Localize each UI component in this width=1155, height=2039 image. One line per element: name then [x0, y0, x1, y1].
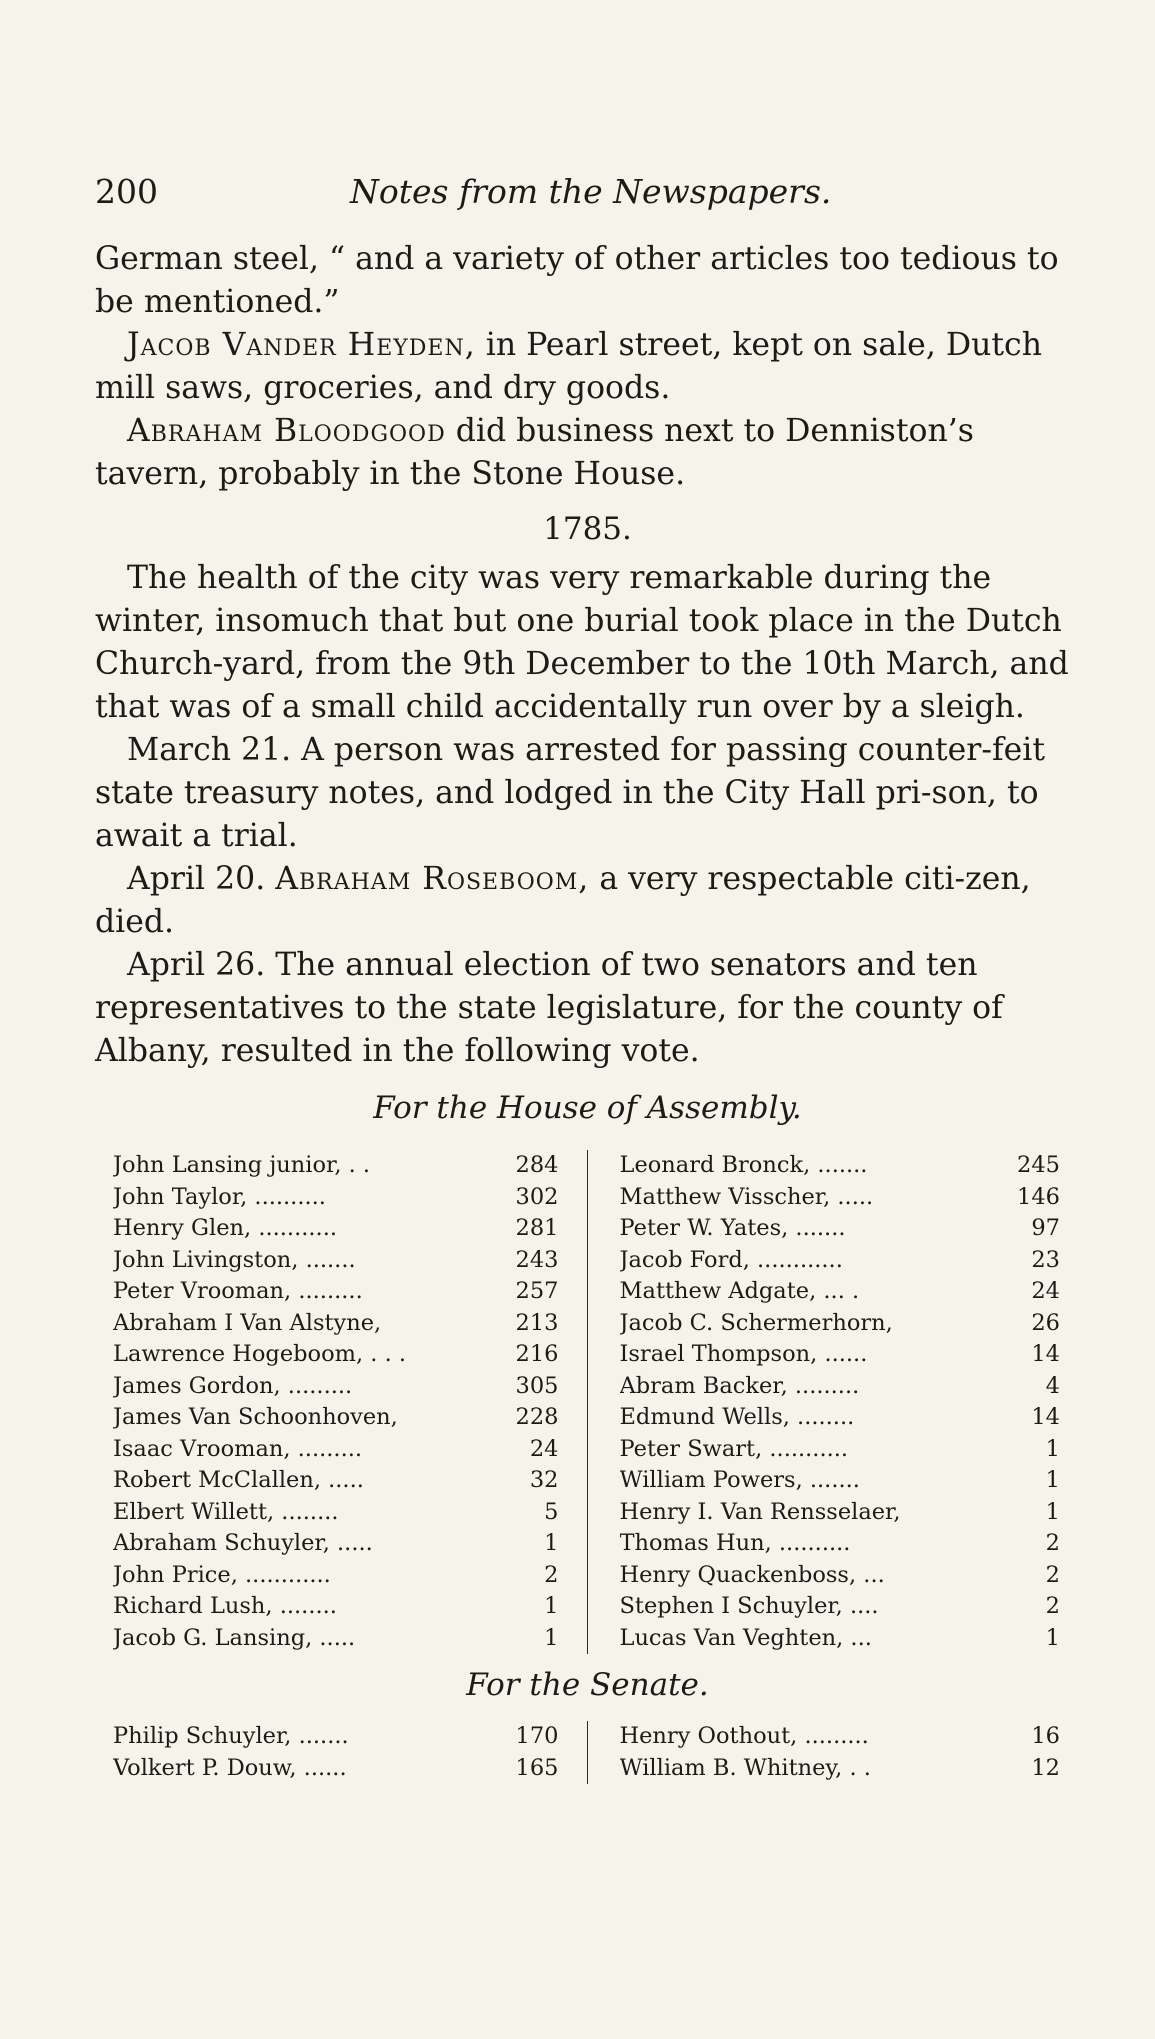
paragraph-text: in Pearl street, kept on sale, Dutch mill saws, groceries, and dry goods. — [95, 327, 1042, 406]
vote-count: 228 — [515, 1404, 559, 1430]
paragraph-text: did business next to Denniston’s tavern, probably in the Stone House. — [95, 413, 974, 492]
vote-count: 4 — [1045, 1372, 1060, 1399]
candidate-name: Isaac Vrooman, ......... — [113, 1435, 363, 1462]
vote-count: 1 — [1045, 1624, 1060, 1651]
paragraph-april-26: April 26. The annual election of two senators and ten representatives to the state legislature, for the county of Albany, resulted in the following vote. — [95, 947, 1003, 1069]
vote-count: 5 — [544, 1498, 559, 1525]
vote-count: 23 — [1031, 1246, 1060, 1273]
vote-count: 281 — [515, 1215, 559, 1241]
paragraph-march-21: March 21. A person was arrested for passing counter-feit state treasury notes, and lodged in the City Hall pri-son, to await a trial. — [95, 732, 1046, 854]
vote-row — [620, 1245, 1061, 1277]
candidate-name: Abraham I Van Alstyne, — [113, 1309, 382, 1336]
vote-count: 1 — [544, 1530, 559, 1556]
vote-count: 170 — [515, 1723, 559, 1749]
paragraph-german-steel: German steel, “ and a variety of other articles too tedious to be mentioned.” — [95, 241, 1059, 320]
vote-row — [113, 1308, 559, 1340]
candidate-name: Robert McClallen, ..... — [113, 1467, 364, 1493]
candidate-name: Peter Vrooman, ......... — [113, 1278, 363, 1304]
vote-count: 284 — [515, 1152, 559, 1178]
vote-count: 2 — [1045, 1593, 1060, 1619]
vote-count: 1 — [1045, 1467, 1060, 1493]
vote-count: 165 — [515, 1754, 559, 1781]
vote-row — [620, 1371, 1061, 1403]
vote-row — [620, 1402, 1061, 1434]
vote-count: 97 — [1031, 1215, 1060, 1241]
candidate-name: Henry Oothout, ......... — [619, 1723, 869, 1749]
vote-row — [113, 1150, 559, 1182]
year-heading: 1785. — [543, 511, 632, 547]
vote-count: 1 — [1045, 1498, 1060, 1525]
vote-count: 1 — [544, 1624, 559, 1651]
vote-count: 302 — [515, 1183, 559, 1210]
paragraph-text: a very respectable citi-zen, died. — [95, 861, 1031, 940]
candidate-name: Lucas Van Veghten, ... — [619, 1624, 872, 1651]
vote-count: 257 — [515, 1278, 559, 1304]
vote-row — [620, 1560, 1061, 1592]
candidate-name: Abraham Schuyler, ..... — [113, 1530, 373, 1556]
candidate-name: William B. Whitney, . . — [619, 1754, 871, 1781]
vote-row — [620, 1182, 1061, 1214]
vote-count: 216 — [515, 1341, 559, 1367]
vote-row — [113, 1591, 559, 1623]
vote-row — [620, 1339, 1061, 1371]
vote-count: 26 — [1031, 1309, 1060, 1336]
vote-row — [620, 1150, 1061, 1182]
person-name: Abraham Roseboom, — [275, 861, 590, 897]
vote-count: 2 — [544, 1561, 559, 1588]
vote-row — [620, 1497, 1061, 1529]
vote-count: 245 — [1017, 1152, 1060, 1178]
senate-vote-table — [95, 1721, 1080, 1784]
paragraph-april-20 — [95, 858, 1080, 944]
person-name: Abraham Bloodgood — [127, 413, 446, 449]
vote-count: 213 — [515, 1309, 559, 1336]
vote-count: 2 — [1045, 1530, 1060, 1556]
candidate-name: Stephen I Schuyler, .... — [619, 1593, 879, 1619]
vote-count: 1 — [1045, 1435, 1060, 1462]
vote-row — [620, 1591, 1061, 1623]
candidate-name: Matthew Visscher, ..... — [619, 1183, 874, 1210]
vote-count: 12 — [1031, 1754, 1060, 1781]
candidate-name: Matthew Adgate, ... . — [619, 1278, 860, 1304]
vote-row — [113, 1528, 559, 1560]
vote-row — [113, 1213, 559, 1245]
vote-row — [113, 1560, 559, 1592]
vote-count: 1 — [544, 1593, 559, 1619]
vote-row — [113, 1497, 559, 1529]
candidate-name: Leonard Bronck, ....... — [619, 1152, 868, 1178]
person-name: Jacob Vander Heyden, — [127, 327, 476, 363]
senate-heading: For the Senate. — [466, 1667, 709, 1703]
vote-row — [113, 1182, 559, 1214]
vote-row — [113, 1623, 559, 1655]
candidate-name: Jacob Ford, ............ — [619, 1246, 843, 1273]
candidate-name: Thomas Hun, .......... — [619, 1530, 851, 1556]
vote-count: 14 — [1031, 1341, 1060, 1367]
paragraph-bloodgood — [95, 410, 1080, 496]
vote-row — [620, 1276, 1061, 1308]
entry-date: April 20. — [127, 861, 276, 897]
vote-row — [620, 1308, 1061, 1340]
candidate-name: William Powers, ....... — [619, 1467, 860, 1493]
paragraph-health: The health of the city was very remarkable during the winter, insomuch that but one burial took place in the Dutch Church-yard, from the 9th December to the 10th March, and that was of a small child accidentally run over by a sleigh. — [95, 560, 1069, 725]
candidate-name: Elbert Willett, ........ — [113, 1498, 339, 1525]
senate-left-column — [95, 1721, 588, 1784]
candidate-name: Volkert P. Douw, ...... — [113, 1754, 347, 1781]
vote-row — [113, 1371, 559, 1403]
vote-row — [113, 1434, 559, 1466]
vote-row — [620, 1465, 1061, 1497]
vote-row — [620, 1434, 1061, 1466]
candidate-name: Philip Schuyler, ....... — [113, 1723, 349, 1749]
candidate-name: Jacob G. Lansing, ..... — [113, 1624, 356, 1651]
page-header — [95, 172, 1095, 222]
vote-row — [620, 1213, 1061, 1245]
assembly-vote-table — [95, 1150, 1080, 1654]
candidate-name: Henry Quackenboss, ... — [619, 1561, 885, 1588]
candidate-name: Jacob C. Schermerhorn, — [619, 1309, 893, 1336]
candidate-name: Israel Thompson, ...... — [619, 1341, 868, 1367]
vote-row — [113, 1402, 559, 1434]
body-text — [95, 238, 1080, 1784]
candidate-name: John Lansing junior, . . — [113, 1152, 371, 1178]
vote-row — [620, 1623, 1061, 1655]
vote-count: 16 — [1031, 1723, 1060, 1749]
candidate-name: James Gordon, ......... — [113, 1372, 353, 1399]
vote-count: 2 — [1045, 1561, 1060, 1588]
vote-count: 14 — [1031, 1404, 1060, 1430]
candidate-name: Peter Swart, ........... — [619, 1435, 849, 1462]
assembly-right-column — [588, 1150, 1081, 1654]
vote-row — [113, 1753, 559, 1785]
vote-count: 24 — [1031, 1278, 1060, 1304]
vote-count: 243 — [515, 1246, 559, 1273]
candidate-name: James Van Schoonhoven, — [113, 1404, 398, 1430]
vote-count: 146 — [1017, 1183, 1060, 1210]
vote-count: 24 — [529, 1435, 559, 1462]
vote-row — [113, 1465, 559, 1497]
candidate-name: Peter W. Yates, ....... — [619, 1215, 846, 1241]
vote-count: 305 — [515, 1372, 559, 1399]
vote-row — [113, 1339, 559, 1371]
vote-row — [113, 1276, 559, 1308]
candidate-name: John Livingston, ....... — [113, 1246, 356, 1273]
page-number: 200 — [95, 172, 158, 211]
vote-row — [113, 1721, 559, 1753]
candidate-name: Abram Backer, ......... — [619, 1372, 860, 1399]
candidate-name: Lawrence Hogeboom, . . . — [113, 1341, 407, 1367]
vote-row — [620, 1753, 1061, 1785]
assembly-heading: For the House of Assembly. — [373, 1090, 802, 1126]
candidate-name: Richard Lush, ........ — [113, 1593, 337, 1619]
candidate-name: John Taylor, .......... — [113, 1183, 326, 1210]
candidate-name: Henry Glen, ........... — [113, 1215, 338, 1241]
assembly-left-column — [95, 1150, 588, 1654]
candidate-name: Edmund Wells, ........ — [619, 1404, 855, 1430]
vote-count: 32 — [529, 1467, 559, 1493]
vote-row — [620, 1528, 1061, 1560]
vote-row — [113, 1245, 559, 1277]
paragraph-vander-heyden — [95, 324, 1080, 410]
vote-row — [620, 1721, 1061, 1753]
candidate-name: Henry I. Van Rensselaer, — [619, 1498, 901, 1525]
candidate-name: John Price, ............ — [113, 1561, 331, 1588]
senate-right-column — [588, 1721, 1081, 1784]
running-head: Notes from the Newspapers. — [350, 172, 832, 211]
